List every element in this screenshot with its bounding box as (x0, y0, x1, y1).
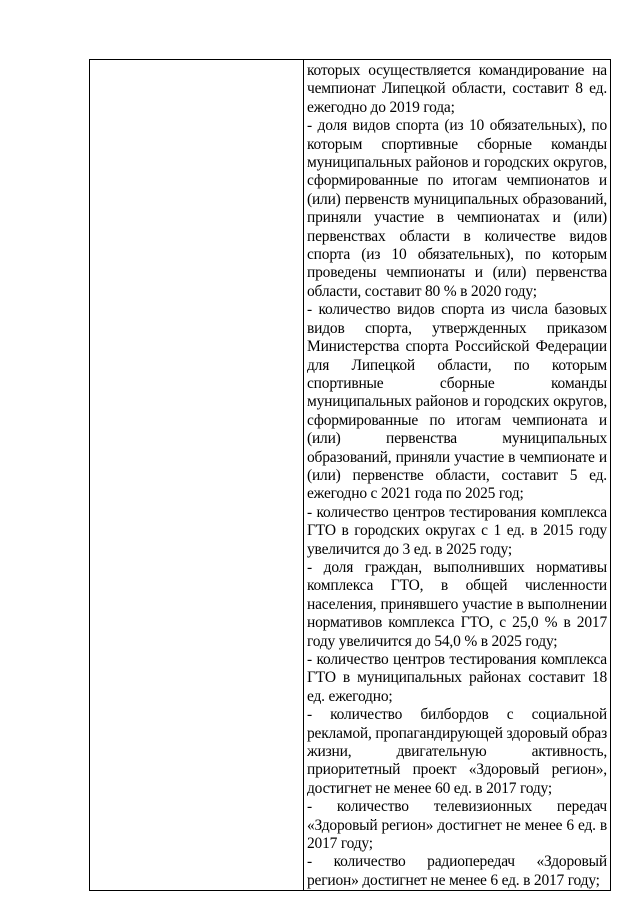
paragraph-gto-share: - доля граждан, выполнивших нормативы комплекса ГТО, в общей численности населения, принявшего участие в выполнении нормативов комплекса ГТО, с 25,0 % в 2017 году увеличится до 54,0 % в 2025 году; (307, 558, 607, 650)
paragraph-gto-centers-districts: - количество центров тестирования комплекса ГТО в муниципальных районах составит 18 ед. ежегодно; (307, 651, 607, 705)
paragraph-radio-programs: - количество радиопередач «Здоровый регион» достигнет не менее 6 ед. в 2017 году; (307, 853, 607, 889)
paragraph-tv-programs: - количество телевизионных передач «Здоровый регион» достигнет не менее 6 ед. в 2017 году; (307, 798, 607, 853)
paragraph-base-sports: - количество видов спорта из числа базовых видов спорта, утвержденных приказом Министерства спорта Российской Федерации для Липецкой области, по которым спортивные сборные команды муниципальных районов и городских округов, сформированные по итогам чемпионата и (или) первенства муниципальных образований, приняли участие в чемпионате и (или) первенстве области, составит 5 ед. ежегодно с 2021 года по 2025 год; (307, 301, 607, 503)
right-cell (304, 60, 611, 891)
cell-text (304, 60, 610, 890)
paragraph-gto-centers-cities: - количество центров тестирования комплекса ГТО в городских округах с 1 ед. в 2015 году увеличится до 3 ед. в 2025 году; (307, 503, 607, 558)
table-row (90, 60, 611, 891)
left-cell (90, 60, 304, 891)
paragraph-share-sports: - доля видов спорта (из 10 обязательных), по которым спортивные сборные команды муниципальных районов и городских округов, сформированные по итогам чемпионатов и (или) первенств муниципальных образований, приняли участие в чемпионатах и (или) первенствах области в количестве видов спорта (из 10 обязательных), по которым проведены чемпионаты и (или) первенства области, составит 80 % в 2020 году; (307, 117, 607, 300)
paragraph-commandment: которых осуществляется командирование на чемпионат Липецкой области, составит 8 ед. ежегодно до 2019 года; (307, 62, 607, 116)
document-table (89, 59, 611, 891)
paragraph-billboards: - количество билбордов с социальной рекламой, пропагандирующей здоровый образ жизни, двигательную активность, приоритетный проект «Здоровый регион», достигнет не менее 60 ед. в 2017 году; (307, 706, 607, 797)
